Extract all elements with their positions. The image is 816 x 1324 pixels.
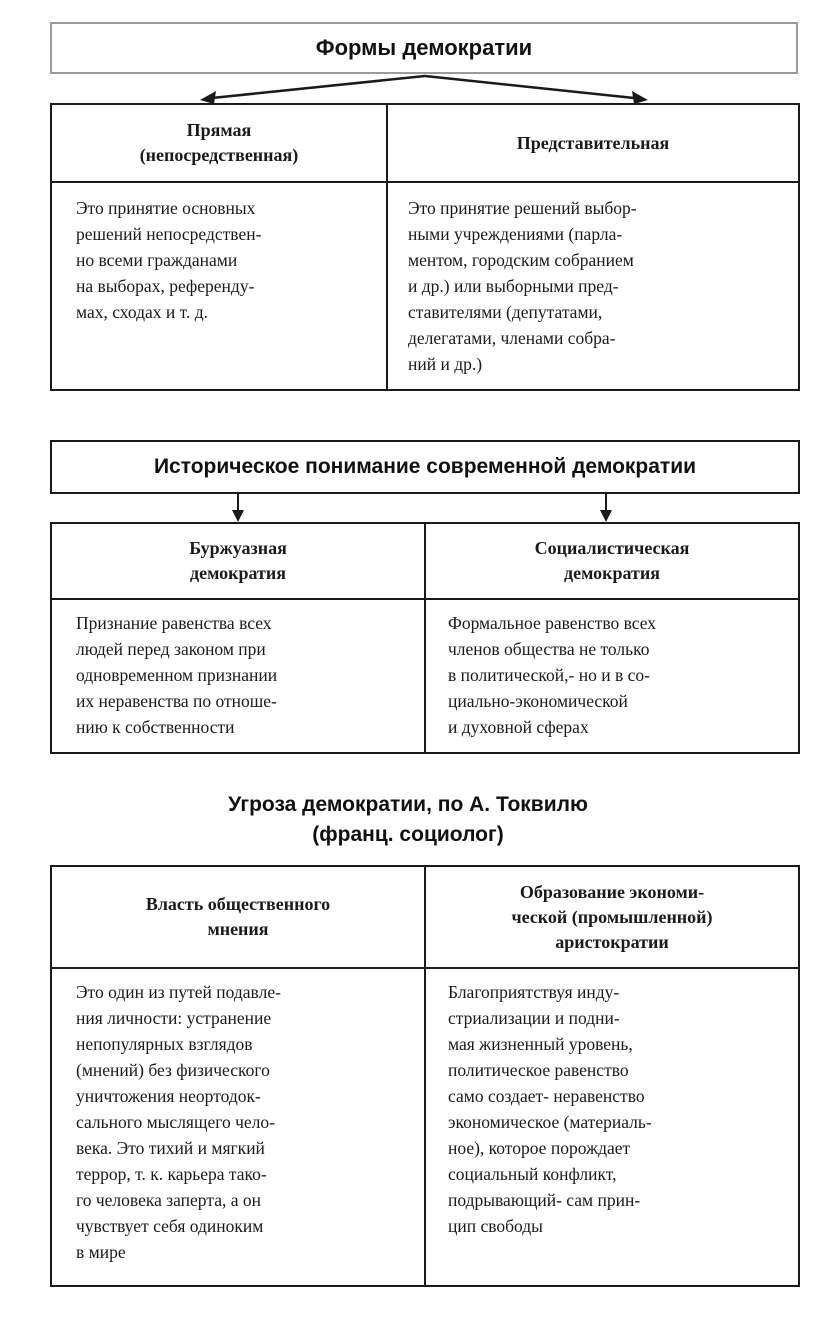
bourgeois-democracy-header-text: Буржуазная демократия [189,538,287,583]
representative-democracy-body: Это принятие решений выбор- ными учреждениями (парла- ментом, городским собранием и др.) или выборными пред- ставителями (депутатами, делегатами, членами собра- ний и др.) [408,198,637,374]
direct-democracy-body: Это принятие основных решений непосредствен- но всеми гражданами на выборах, референду- мах, сходах и т. д. [76,198,262,322]
representative-democracy-header-text: Представительная [516,132,670,153]
public-opinion-power-header [52,867,424,967]
socialist-democracy-header-text: Социалистическая демократия [534,538,690,583]
forms-arrow-left-line [212,76,425,98]
bourgeois-democracy-body: Признание равенства всех людей перед законом при одновременном признании их неравенства по отноше- нию к собственности [76,613,278,737]
history-title-box [50,440,800,494]
history-title: Историческое понимание современной демократии [153,455,697,478]
history-table [50,522,800,754]
threat-table-header-rule [52,967,798,969]
economic-aristocracy-header [426,867,798,967]
threat-table [50,865,800,1287]
bourgeois-democracy-header [52,524,424,598]
forms-arrow-right-line [425,76,634,98]
public-opinion-power-header-text: Власть общественного мнения [145,894,331,939]
public-opinion-power-body: Это один из путей подавле- ния личности: устранение непопулярных взглядов (мнений) без физического уничтожения неортодок- сального мыслящего чело- века. Это тихий и мягкий террор, т. к. карьера тако- го человека заперта, а он чувствует себя одиноким в мире [76,982,281,1262]
forms-title: Формы демократии [315,35,533,60]
forms-table-header-rule [52,181,798,183]
socialist-democracy-header [426,524,798,598]
economic-aristocracy-body: Благоприятствуя инду- стриализации и подни- мая жизненный уровень, политическое равенство само создает- неравенство экономическое (материаль- ное), которое порождает социальный конфликт, подрывающий- сам прин- цип свободы [448,982,652,1236]
direct-democracy-header-text: Прямая (непосредственная) [139,120,299,165]
direct-democracy-header [52,105,386,181]
threat-title: Угроза демократии, по А. Токвилю (франц. социолог) [228,793,588,846]
history-arrow-right-head [600,510,612,522]
forms-table [50,103,800,391]
socialist-democracy-body: Формальное равенство всех членов общества не только в политической,- но и в со- циально-экономической и духовной сферах [448,613,657,737]
history-table-header-rule [52,598,798,600]
economic-aristocracy-header-text: Образование экономи- ческой (промышленной) аристократии [511,881,713,952]
representative-democracy-header [388,105,798,181]
history-arrow-left-head [232,510,244,522]
